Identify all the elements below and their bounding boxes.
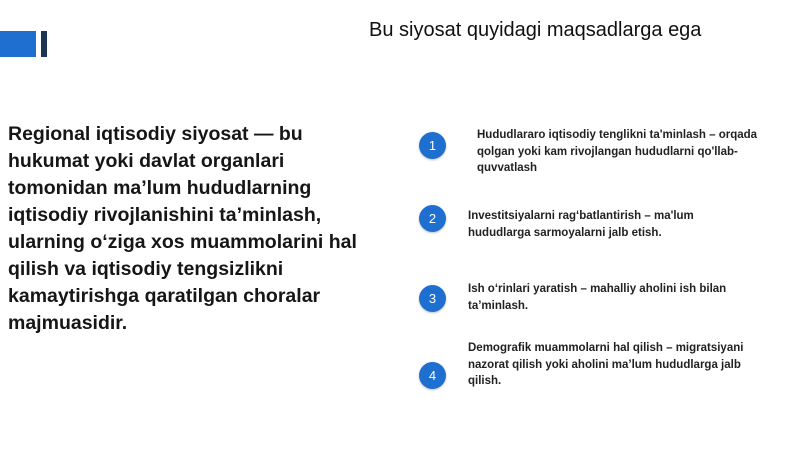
accent-bar xyxy=(0,31,36,57)
definition-text: Regional iqtisodiy siyosat — bu hukumat yoki davlat organlari tomonidan ma’lum hududlarning iqtisodiy rivojlanishini ta’minlash, ularning o‘ziga xos muammolarini hal qilish va iqtisodiy tengsizlikni kamaytirishga qaratilgan choralar majmuasidir. xyxy=(8,123,357,334)
point-text: Ish o‘rinlari yaratish – mahalliy aholini ish bilan ta’minlash. xyxy=(468,283,727,312)
point-text: Investitsiyalarni rag‘batlantirish – ma'lum hududlarga sarmoyalarni jalb etish. xyxy=(468,210,694,239)
number-badge: 3 xyxy=(419,285,446,312)
number-badge: 4 xyxy=(419,362,446,389)
accent-stripe xyxy=(41,31,47,57)
slide-title: Bu siyosat quyidagi maqsadlarga ega xyxy=(369,19,702,41)
point-text: Hududlararo iqtisodiy tenglikni ta'minlash – orqada qolgan yoki kam rivojlangan hududlarni qo'llab-quvvatlash xyxy=(477,129,758,174)
number-badge: 1 xyxy=(419,132,446,159)
point-text: Demografik muammolarni hal qilish – migratsiyani nazorat qilish yoki aholini ma’lum hududlarga jalb qilish. xyxy=(468,342,744,387)
number-badge: 2 xyxy=(419,205,446,232)
